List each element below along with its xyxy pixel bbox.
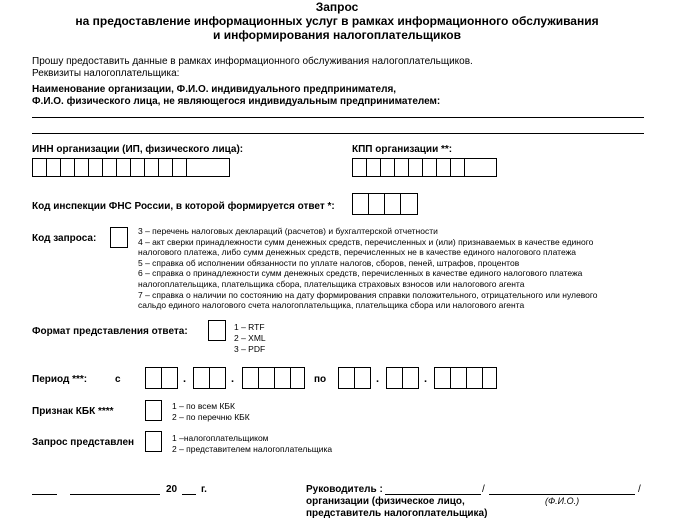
- date-year-prefix: 20: [166, 484, 178, 495]
- signature-line[interactable]: [385, 494, 481, 495]
- submitted-label: Запрос представлен: [32, 437, 135, 448]
- submitted-option-representative: 2 – представителем налогоплательщика: [172, 443, 333, 454]
- name-input-line-1[interactable]: [32, 117, 644, 118]
- period-from-day[interactable]: [145, 367, 178, 389]
- name-label: Наименование организации, Ф.И.О. индивидуального предпринимателя,: [32, 84, 397, 95]
- org-caption: организации (физическое лицо,: [306, 496, 465, 507]
- date-year-suffix: г.: [201, 484, 207, 495]
- period-from-year[interactable]: [242, 367, 305, 389]
- request-code-option-7-cont: сальдо единого налогового счета налогоплательщика, плательщика сбора или налогового агента: [138, 300, 525, 311]
- kpp-label: КПП организации **:: [352, 144, 453, 155]
- form-subtitle: на предоставление информационных услуг в рамках информационного обслуживания: [75, 14, 599, 28]
- form-subtitle-2: и информирования налогоплательщиков: [213, 28, 461, 42]
- period-to-day[interactable]: [338, 367, 371, 389]
- date-month-line[interactable]: [70, 494, 160, 495]
- submitted-option-taxpayer: 1 –налогоплательщиком: [172, 433, 269, 443]
- period-from-label: с: [115, 374, 121, 385]
- format-box[interactable]: [208, 320, 226, 341]
- request-code-option-6: 6 – справка о принадлежности сумм денежных средств, перечисленных в качестве единого налогового платежа: [138, 268, 583, 279]
- period-to-sep-1: .: [376, 373, 380, 385]
- submitted-box[interactable]: [145, 431, 162, 452]
- request-code-option-4: 4 – акт сверки принадлежности сумм денежных средств, перечисленных и (или) признаваемых в качестве единого: [138, 236, 594, 247]
- request-code-box[interactable]: [110, 227, 128, 248]
- format-options: [234, 322, 266, 355]
- request-code-options: [138, 226, 598, 311]
- period-from-month[interactable]: [193, 367, 226, 389]
- period-to-year[interactable]: [434, 367, 497, 389]
- org-caption-2: представитель налогоплательщика): [306, 508, 488, 519]
- signature-slash: /: [482, 484, 485, 495]
- period-to-month[interactable]: [386, 367, 419, 389]
- period-to-sep-2: .: [424, 373, 428, 385]
- fns-code-label: Код инспекции ФНС России, в которой формируется ответ *:: [32, 201, 335, 212]
- format-option-xml: 2 – XML: [234, 333, 266, 343]
- kbk-label: Признак КБК ****: [32, 406, 114, 417]
- inn-field[interactable]: [32, 158, 230, 177]
- period-to-label: по: [314, 374, 327, 385]
- period-from-sep-2: .: [231, 373, 235, 385]
- fio-caption: (Ф.И.О.): [545, 496, 580, 506]
- date-year-line[interactable]: [182, 494, 196, 495]
- date-day-line[interactable]: [32, 494, 57, 495]
- request-code-label: Код запроса:: [32, 233, 97, 244]
- request-code-option-4-cont: налогового платежа, либо сумм денежных средств, перечисленных не в качестве единого налогового платежа: [138, 247, 577, 258]
- format-option-pdf: 3 – PDF: [234, 344, 266, 354]
- period-label: Период ***:: [32, 374, 88, 385]
- kbk-box[interactable]: [145, 400, 162, 421]
- format-label: Формат представления ответа:: [32, 326, 188, 337]
- name-label-2: Ф.И.О. физического лица, не являющегося индивидуальным предпринимателем:: [32, 96, 441, 107]
- kpp-field[interactable]: [352, 158, 497, 177]
- submitted-options: [172, 433, 332, 454]
- head-label: Руководитель :: [306, 484, 383, 495]
- name-input-line-2[interactable]: [32, 133, 644, 134]
- kbk-options: [172, 401, 250, 422]
- request-code-option-3: 3 – перечень налоговых деклараций (расчетов) и бухгалтерской отчетности: [138, 226, 438, 236]
- fio-slash: /: [638, 484, 641, 495]
- format-option-rtf: 1 – RTF: [234, 322, 265, 332]
- requisites-label: Реквизиты налогоплательщика:: [32, 68, 180, 79]
- request-code-option-6-cont: налогоплательщика, плательщика сбора, плательщика страховых взносов или налогового агента: [138, 278, 525, 289]
- kbk-option-all: 1 – по всем КБК: [172, 401, 235, 411]
- request-code-option-7: 7 – справка о наличии по состоянию на дату формирования справки положительного, отрицательного или нулевого: [138, 289, 598, 300]
- period-from-sep-1: .: [183, 373, 187, 385]
- fio-line[interactable]: [489, 494, 635, 495]
- inn-label: ИНН организации (ИП, физического лица):: [32, 144, 244, 155]
- intro-text: Прошу предоставить данные в рамках информационного обслуживания налогоплательщиков.: [32, 56, 473, 67]
- fns-code-field[interactable]: [352, 193, 418, 215]
- kbk-option-list: 2 – по перечню КБК: [172, 411, 250, 422]
- form-title: Запрос: [315, 0, 359, 14]
- request-code-option-5: 5 – справка об исполнении обязанности по уплате налогов, сборов, пеней, штрафов, процентов: [138, 257, 520, 268]
